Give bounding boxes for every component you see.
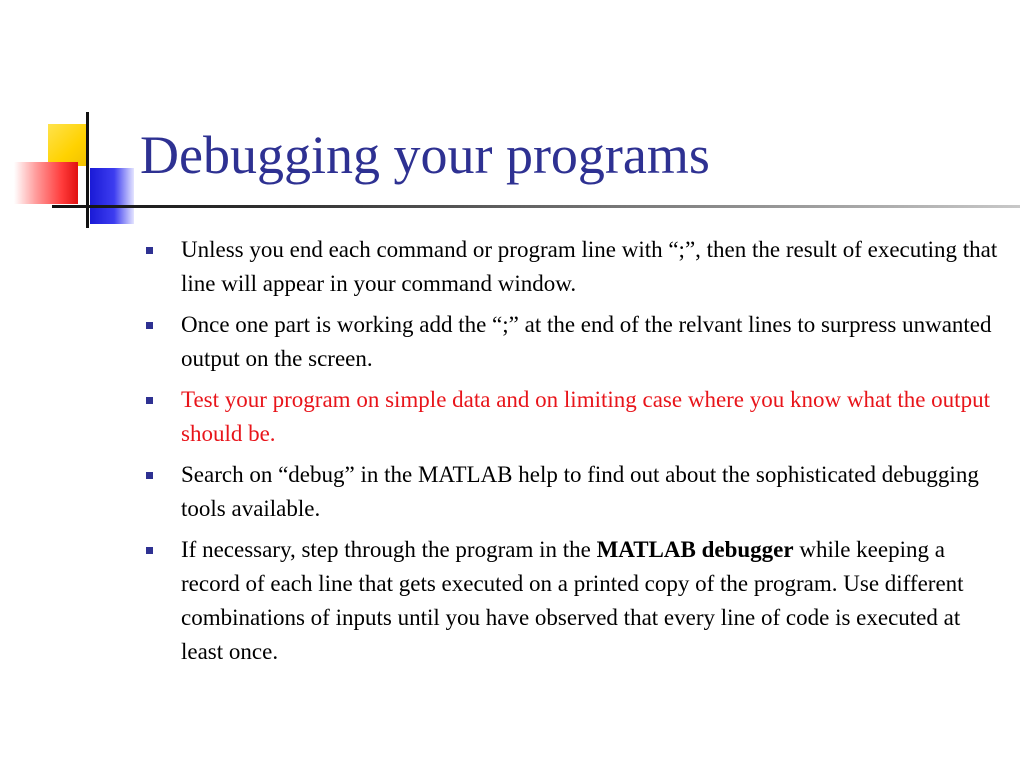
decorative-red-square — [14, 162, 78, 204]
square-bullet-icon — [146, 247, 153, 254]
bullet-list — [146, 233, 1006, 676]
bullet-item — [146, 458, 1006, 526]
bullet-text: Test your program on simple data and on limiting case where you know what the output should be. — [181, 387, 990, 446]
bullet-text-before: If necessary, step through the program in the — [181, 537, 597, 562]
bullet-item-highlighted — [146, 383, 1006, 451]
bullet-item — [146, 533, 1006, 669]
corner-decoration — [0, 0, 140, 240]
bullet-bold-term: MATLAB debugger — [596, 537, 794, 562]
bullet-text: Unless you end each command or program line with “;”, then the result of executing that line will appear in your command window. — [181, 237, 998, 296]
title-underline — [52, 205, 1020, 208]
bullet-text-after: while keeping a record of each line that gets executed on a printed copy of the program. Use different combinations of inputs until you have observed that every line of code is executed at least once. — [181, 537, 964, 664]
bullet-text: Once one part is working add the “;” at the end of the relvant lines to surpress unwanted output on the screen. — [181, 312, 992, 371]
square-bullet-icon — [146, 397, 153, 404]
square-bullet-icon — [146, 547, 153, 554]
bullet-item — [146, 308, 1006, 376]
decorative-blue-square — [90, 168, 134, 224]
bullet-item — [146, 233, 1006, 301]
square-bullet-icon — [146, 322, 153, 329]
square-bullet-icon — [146, 472, 153, 479]
bullet-text: Search on “debug” in the MATLAB help to find out about the sophisticated debugging tools available. — [181, 462, 979, 521]
slide-title: Debugging your programs — [140, 125, 710, 185]
decorative-yellow-square — [48, 124, 88, 166]
decorative-vertical-line — [86, 112, 89, 228]
